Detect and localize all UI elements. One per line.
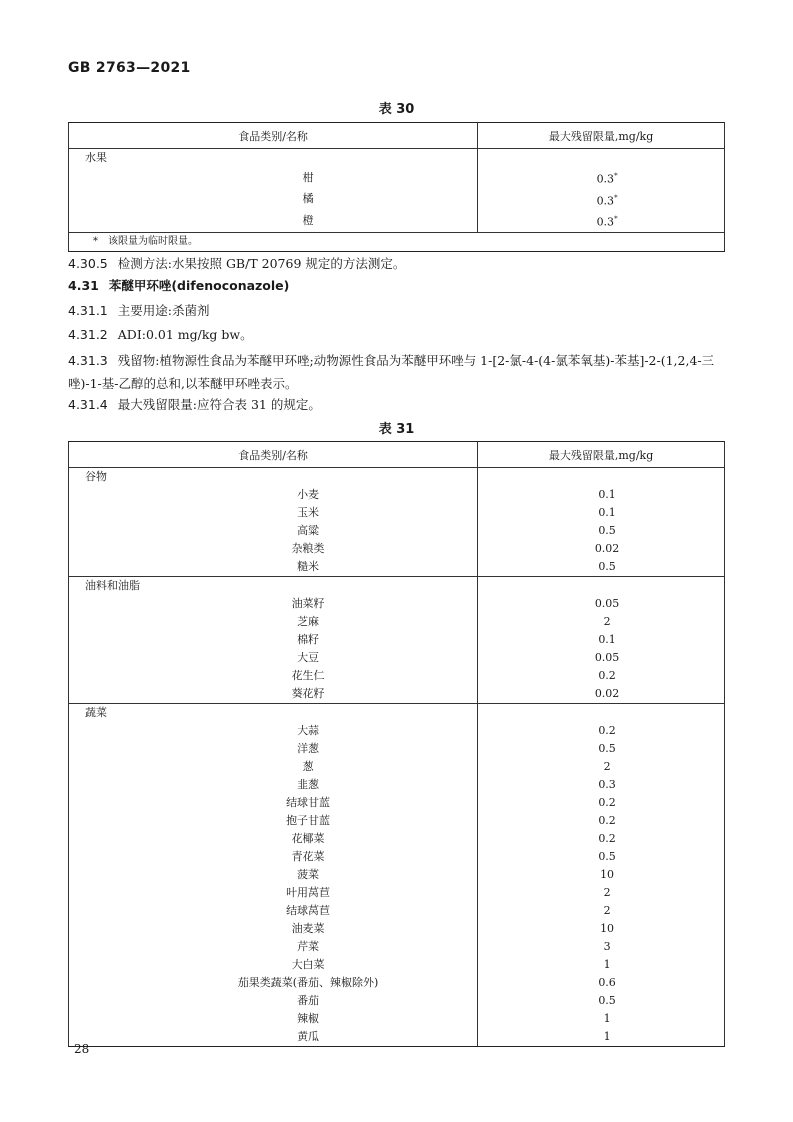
food-name-cell: 辣椒 bbox=[69, 1010, 478, 1028]
table-row bbox=[69, 776, 725, 794]
food-name-cell: 小麦 bbox=[69, 486, 478, 504]
footnote-mark: * bbox=[614, 172, 618, 180]
table-row bbox=[69, 667, 725, 685]
section-text: 检测方法:水果按照 GB/T 20769 规定的方法测定。 bbox=[117, 256, 406, 271]
food-name-cell: 大豆 bbox=[69, 649, 478, 667]
footnote-mark: * bbox=[614, 193, 618, 202]
table31-header-mrl: 最大残留限量,mg/kg bbox=[478, 442, 725, 468]
section-text: 残留物:植物源性食品为苯醚甲环唑;动物源性食品为苯醚甲环唑与 1-[2-氯-4-(4-氯苯氧基)-苯基]-2-(1,2,4-三唑)-1-基-乙醇的总和,以苯醚甲环唑表示。 bbox=[68, 353, 715, 391]
food-name-cell: 结球甘蓝 bbox=[69, 794, 478, 812]
section-text: 最大残留限量:应符合表 31 的规定。 bbox=[117, 397, 321, 412]
table30-footnote: * 该限量为临时限量。 bbox=[69, 232, 725, 251]
table-row bbox=[69, 189, 725, 211]
mrl-value-cell: 0.2 bbox=[478, 722, 725, 740]
food-name-cell: 橙 bbox=[69, 210, 478, 232]
table-row bbox=[69, 938, 725, 956]
mrl-value-cell: 10 bbox=[478, 920, 725, 938]
food-name-cell: 糙米 bbox=[69, 558, 478, 577]
food-name-cell: 抱子甘蓝 bbox=[69, 812, 478, 830]
table-row bbox=[69, 902, 725, 920]
footnote-mark: * bbox=[614, 215, 618, 224]
table-row bbox=[69, 740, 725, 758]
table31-body bbox=[69, 468, 725, 1047]
table-row bbox=[69, 504, 725, 522]
food-name-cell: 芝麻 bbox=[69, 613, 478, 631]
mrl-value-cell: 0.2 bbox=[478, 667, 725, 685]
section-text: 主要用途:杀菌剂 bbox=[117, 303, 210, 318]
food-name-cell: 油菜籽 bbox=[69, 595, 478, 613]
table-row bbox=[69, 920, 725, 938]
section-number: 4.31 bbox=[68, 278, 99, 293]
table-row bbox=[69, 595, 725, 613]
table-row bbox=[69, 685, 725, 704]
table-row bbox=[69, 992, 725, 1010]
food-name-cell: 大蒜 bbox=[69, 722, 478, 740]
mrl-value-cell: 2 bbox=[478, 902, 725, 920]
mrl-value-cell: 0.3 bbox=[478, 776, 725, 794]
table31-caption: 表 31 bbox=[378, 422, 415, 437]
food-name-cell: 结球莴苣 bbox=[69, 902, 478, 920]
mrl-value-cell: 2 bbox=[478, 758, 725, 776]
section-4-31-4 bbox=[68, 395, 728, 415]
table-row bbox=[69, 486, 725, 504]
mrl-value-cell: 1 bbox=[478, 956, 725, 974]
table-row bbox=[69, 722, 725, 740]
mrl-value-cell: 0.3* bbox=[478, 167, 725, 189]
table-row bbox=[69, 974, 725, 992]
food-name-cell: 番茄 bbox=[69, 992, 478, 1010]
mrl-value-cell: 0.1 bbox=[478, 504, 725, 522]
mrl-value-cell: 0.02 bbox=[478, 540, 725, 558]
food-name-cell: 茄果类蔬菜(番茄、辣椒除外) bbox=[69, 974, 478, 992]
section-number: 4.31.1 bbox=[68, 303, 108, 318]
mrl-value-cell: 0.5 bbox=[478, 522, 725, 540]
mrl-value-cell: 0.5 bbox=[478, 740, 725, 758]
mrl-value-cell: 0.3* bbox=[478, 210, 725, 232]
section-4-31-2 bbox=[68, 325, 728, 345]
mrl-value-cell: 0.02 bbox=[478, 685, 725, 704]
food-name-cell: 杂粮类 bbox=[69, 540, 478, 558]
table-category-row bbox=[69, 468, 725, 487]
mrl-value-cell: 0.5 bbox=[478, 848, 725, 866]
table-row bbox=[69, 1010, 725, 1028]
standard-header: GB 2763—2021 bbox=[68, 60, 191, 76]
table-row bbox=[69, 866, 725, 884]
mrl-value-cell: 0.3* bbox=[478, 189, 725, 211]
table-row bbox=[69, 167, 725, 189]
mrl-value-cell: 10 bbox=[478, 866, 725, 884]
food-name-cell: 玉米 bbox=[69, 504, 478, 522]
food-name-cell: 葵花籽 bbox=[69, 685, 478, 704]
table-category-row bbox=[69, 704, 725, 723]
category-cell: 谷物 bbox=[69, 468, 478, 487]
table-row bbox=[69, 956, 725, 974]
table-row bbox=[69, 1028, 725, 1047]
food-name-cell: 洋葱 bbox=[69, 740, 478, 758]
table-row bbox=[69, 540, 725, 558]
food-name-cell: 芹菜 bbox=[69, 938, 478, 956]
food-name-cell: 韭葱 bbox=[69, 776, 478, 794]
section-title: 苯醚甲环唑(difenoconazole) bbox=[108, 278, 290, 293]
section-text: ADI:0.01 mg/kg bw。 bbox=[117, 327, 253, 342]
section-4-30-5 bbox=[68, 254, 728, 274]
section-number: 4.30.5 bbox=[68, 256, 108, 271]
table30 bbox=[68, 122, 725, 252]
table30-header-mrl: 最大残留限量,mg/kg bbox=[478, 123, 725, 149]
table-row bbox=[69, 794, 725, 812]
food-name-cell: 黄瓜 bbox=[69, 1028, 478, 1047]
section-number: 4.31.3 bbox=[68, 353, 108, 368]
mrl-value-cell: 0.05 bbox=[478, 649, 725, 667]
table31 bbox=[68, 441, 725, 1047]
table-category-row bbox=[69, 577, 725, 596]
section-number: 4.31.2 bbox=[68, 327, 108, 342]
table-row bbox=[69, 558, 725, 577]
section-4-31-3 bbox=[68, 349, 728, 395]
table-row bbox=[69, 830, 725, 848]
food-name-cell: 棉籽 bbox=[69, 631, 478, 649]
table-row bbox=[69, 210, 725, 232]
mrl-value-cell: 0.6 bbox=[478, 974, 725, 992]
food-name-cell: 叶用莴苣 bbox=[69, 884, 478, 902]
mrl-value-cell: 0.2 bbox=[478, 794, 725, 812]
table-row bbox=[69, 758, 725, 776]
food-name-cell: 大白菜 bbox=[69, 956, 478, 974]
category-cell: 油料和油脂 bbox=[69, 577, 478, 596]
table30-caption: 表 30 bbox=[378, 102, 415, 117]
food-name-cell: 花生仁 bbox=[69, 667, 478, 685]
food-name-cell: 葱 bbox=[69, 758, 478, 776]
table-row bbox=[69, 631, 725, 649]
mrl-value-cell: 2 bbox=[478, 884, 725, 902]
mrl-value-cell: 2 bbox=[478, 613, 725, 631]
food-name-cell: 柑 bbox=[69, 167, 478, 189]
mrl-value-cell: 0.2 bbox=[478, 830, 725, 848]
table31-header-food: 食品类别/名称 bbox=[69, 442, 478, 468]
category-cell: 水果 bbox=[69, 149, 478, 168]
food-name-cell: 油麦菜 bbox=[69, 920, 478, 938]
mrl-value-cell: 1 bbox=[478, 1010, 725, 1028]
food-name-cell: 橘 bbox=[69, 189, 478, 211]
mrl-value-cell: 0.2 bbox=[478, 812, 725, 830]
table-row bbox=[69, 149, 725, 168]
table-row bbox=[69, 649, 725, 667]
food-name-cell: 花椰菜 bbox=[69, 830, 478, 848]
table-row bbox=[69, 812, 725, 830]
mrl-value-cell: 0.5 bbox=[478, 992, 725, 1010]
section-number: 4.31.4 bbox=[68, 397, 108, 412]
mrl-value-cell: 1 bbox=[478, 1028, 725, 1047]
food-name-cell: 菠菜 bbox=[69, 866, 478, 884]
section-4-31-1 bbox=[68, 301, 728, 321]
mrl-value-cell: 3 bbox=[478, 938, 725, 956]
table-row bbox=[69, 613, 725, 631]
mrl-value-cell: 0.1 bbox=[478, 486, 725, 504]
table-row bbox=[69, 884, 725, 902]
mrl-value-cell: 0.5 bbox=[478, 558, 725, 577]
section-4-31-heading bbox=[68, 276, 728, 296]
page-number: 28 bbox=[74, 1042, 90, 1056]
mrl-value-cell: 0.05 bbox=[478, 595, 725, 613]
category-cell: 蔬菜 bbox=[69, 704, 478, 723]
table-row bbox=[69, 522, 725, 540]
table30-header-food: 食品类别/名称 bbox=[69, 123, 478, 149]
food-name-cell: 高粱 bbox=[69, 522, 478, 540]
table-footnote-row bbox=[69, 232, 725, 251]
mrl-value-cell: 0.1 bbox=[478, 631, 725, 649]
food-name-cell: 青花菜 bbox=[69, 848, 478, 866]
table-row bbox=[69, 848, 725, 866]
